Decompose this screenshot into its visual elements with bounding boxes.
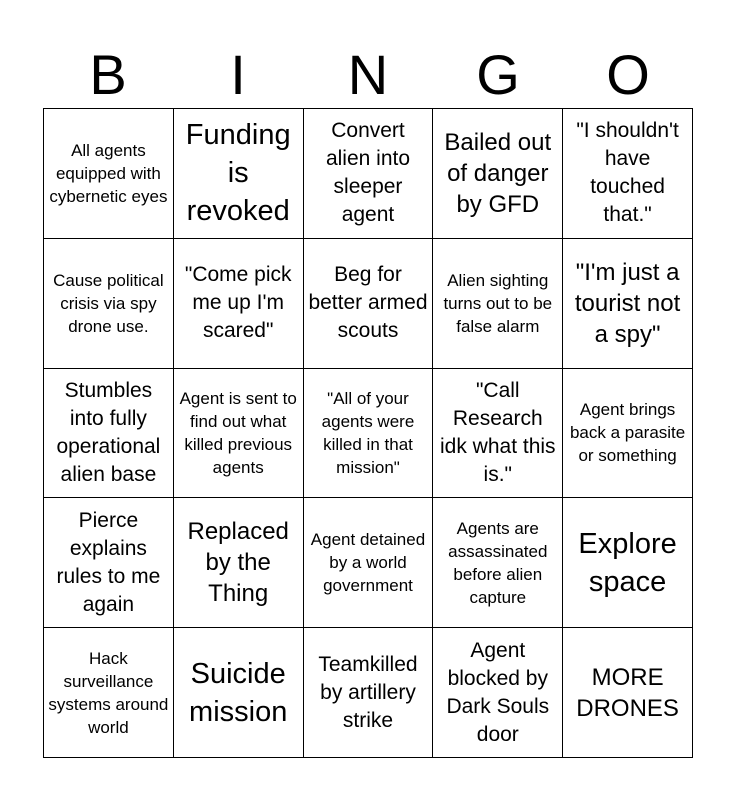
cell-text: "Come pick me up I'm scared" [184, 263, 292, 343]
bingo-cell[interactable] [174, 369, 304, 499]
cell-text: Replaced by the Thing [187, 518, 289, 608]
header-letter-n: N [347, 43, 389, 106]
header-letter-o: O [606, 43, 650, 106]
bingo-cell[interactable] [433, 109, 563, 239]
cell-text: Convert alien into sleeper agent [325, 119, 411, 227]
cell-text: "I'm just a tourist not a spy" [574, 258, 681, 348]
bingo-cell[interactable] [44, 239, 174, 369]
bingo-cell[interactable] [433, 369, 563, 499]
bingo-cell[interactable] [563, 109, 693, 239]
cell-text: Stumbles into fully operational alien base [56, 378, 161, 486]
bingo-cell[interactable] [304, 239, 434, 369]
cell-text: Agent brings back a parasite or something [569, 400, 686, 466]
bingo-header [43, 44, 693, 106]
bingo-cell[interactable] [563, 628, 693, 758]
bingo-cell[interactable] [304, 498, 434, 628]
cell-text: "All of your agents were killed in that mission" [321, 388, 415, 477]
cell-text: Agents are assassinated before alien capture [448, 518, 548, 607]
header-letter-i: I [230, 43, 246, 106]
bingo-cell[interactable] [304, 109, 434, 239]
cell-text: Suicide mission [189, 657, 288, 728]
bingo-cell[interactable] [44, 109, 174, 239]
cell-text: Beg for better armed scouts [308, 263, 428, 343]
cell-text: Agent blocked by Dark Souls door [446, 638, 550, 746]
bingo-cell[interactable] [174, 628, 304, 758]
cell-text: All agents equipped with cybernetic eyes [49, 140, 168, 206]
bingo-cell[interactable] [563, 239, 693, 369]
cell-text: Alien sighting turns out to be false alarm [443, 270, 553, 336]
bingo-cell[interactable] [44, 498, 174, 628]
bingo-cell[interactable] [174, 109, 304, 239]
cell-text: Pierce explains rules to me again [56, 508, 161, 616]
bingo-cell[interactable] [433, 498, 563, 628]
cell-text: Teamkilled by artillery strike [318, 652, 418, 732]
cell-text: "I shouldn't have touched that." [576, 119, 679, 227]
bingo-cell[interactable] [433, 628, 563, 758]
bingo-cell[interactable] [304, 369, 434, 499]
cell-text: Bailed out of danger by GFD [444, 128, 552, 218]
header-letter-b: B [89, 43, 127, 106]
bingo-cell[interactable] [174, 239, 304, 369]
bingo-cell[interactable] [563, 498, 693, 628]
cell-text: Hack surveillance systems around world [48, 648, 169, 737]
bingo-cell[interactable] [304, 628, 434, 758]
cell-text: Agent detained by a world government [310, 530, 426, 596]
bingo-cell[interactable] [174, 498, 304, 628]
bingo-board [43, 108, 693, 758]
bingo-cell[interactable] [563, 369, 693, 499]
cell-text: "Call Research idk what this is." [440, 378, 556, 486]
cell-text: Explore space [578, 527, 677, 598]
bingo-cell[interactable] [433, 239, 563, 369]
cell-text: Funding is revoked [185, 119, 291, 228]
cell-text: Cause political crisis via spy drone use. [53, 270, 164, 336]
header-letter-g: G [476, 43, 520, 106]
cell-text: MORE DRONES [576, 663, 679, 722]
bingo-cell[interactable] [44, 369, 174, 499]
cell-text: Agent is sent to find out what killed previous agents [179, 388, 297, 477]
bingo-cell[interactable] [44, 628, 174, 758]
